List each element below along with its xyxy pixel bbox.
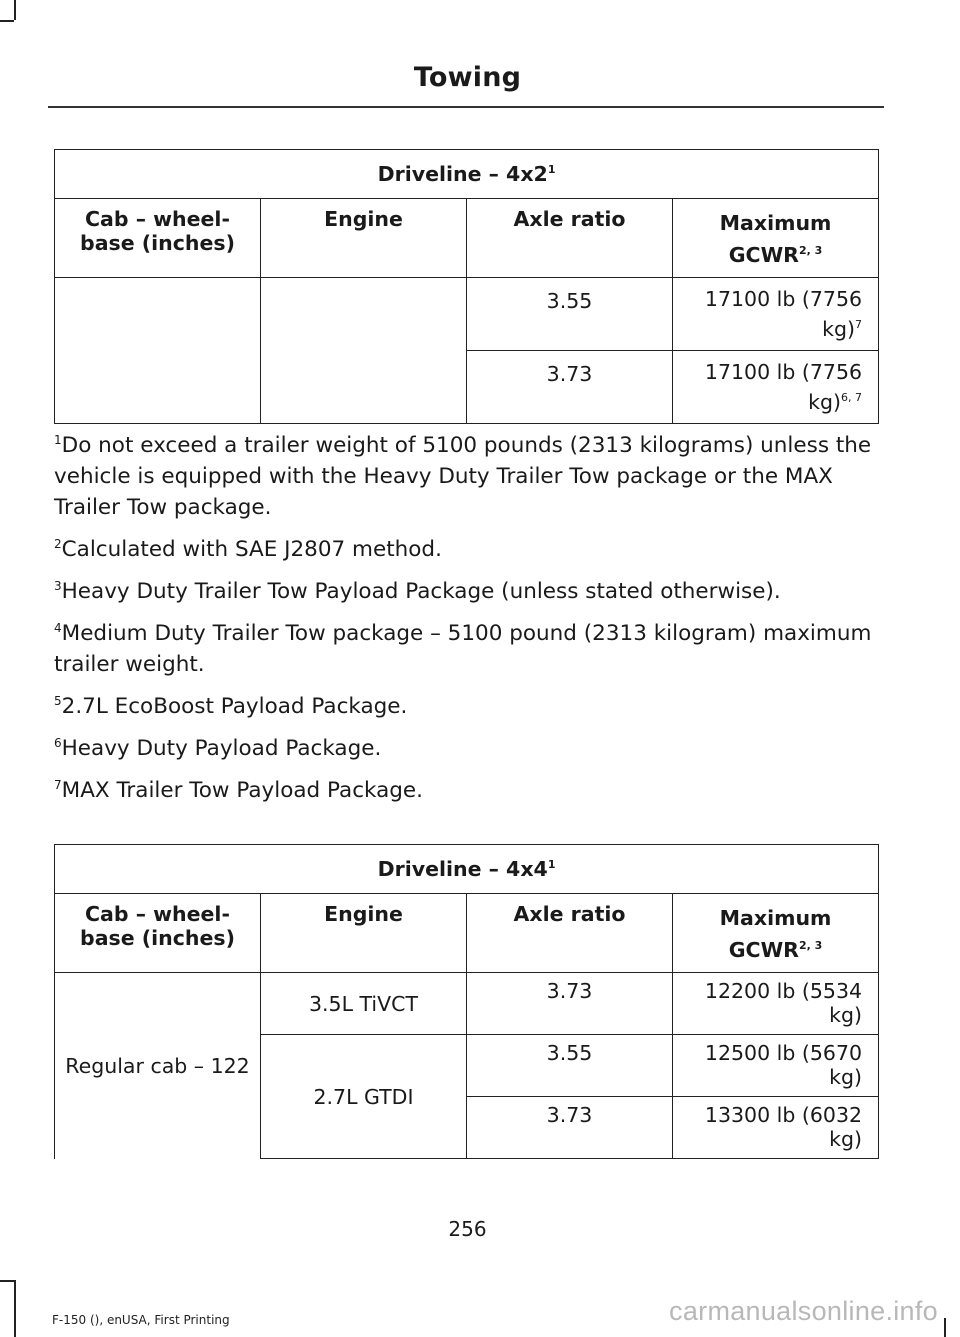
engine-cell: 3.5L TiVCT [261,973,467,1035]
column-header-cab: Cab – wheel-base (inches) [55,199,261,278]
cab-cell [55,278,261,424]
column-header-engine: Engine [261,894,467,973]
crop-mark [14,1280,16,1337]
column-header-engine: Engine [261,199,467,278]
driveline-4x4-table [54,844,879,1159]
crop-mark [0,20,14,22]
footnote: $^6$Heavy Duty Payload Package. [54,735,382,761]
gcwr-cell: 12200 lb (5534 kg) [673,973,879,1035]
axle-cell: 3.55 [467,1035,673,1097]
footnotes [54,430,884,817]
header-divider [48,106,884,108]
table-caption: Driveline – $4x2^1$ [55,150,879,199]
column-header-axle: Axle ratio [467,894,673,973]
axle-cell: 3.73 [467,351,673,424]
crop-mark [14,0,16,20]
cab-cell: Regular cab – 122 [55,973,261,1159]
footer-edition: F-150 (), enUSA, First Printing [52,1313,230,1327]
footnote: $^3$Heavy Duty Trailer Tow Payload Package (unless stated otherwise). [54,578,781,604]
column-header-axle: Axle ratio [467,199,673,278]
column-header-cab: Cab – wheel-base (inches) [55,894,261,973]
table-row [55,973,879,1035]
footnote: $^2$Calculated with SAE J2807 method. [54,536,442,562]
footnote: $^7$MAX Trailer Tow Payload Package. [54,777,423,803]
table-row [55,278,879,351]
crop-mark [944,1318,946,1337]
gcwr-cell: 12500 lb (5670 kg) [673,1035,879,1097]
footnote: $^1$Do not exceed a trailer weight of 5100 pounds (2313 kilograms) unless the vehicle is equipped with the Heavy Duty Trailer Tow package or the MAX Trailer Tow package. [54,432,872,520]
driveline-4x2-table [54,149,879,424]
crop-mark [0,1280,14,1282]
axle-cell: 3.55 [467,278,673,351]
column-header-gcwr: Maximum GCWR$^{2, 3}$ [673,894,879,973]
axle-cell: 3.73 [467,1097,673,1159]
footnote: $^5$2.7L EcoBoost Payload Package. [54,693,408,719]
watermark: carmanualsonline.info [669,1296,938,1326]
engine-cell [261,278,467,424]
gcwr-cell: 13300 lb (6032 kg) [673,1097,879,1159]
footnote: $^4$Medium Duty Trailer Tow package – 5100 pound (2313 kilogram) maximum trailer weight. [54,620,872,677]
page-number: 256 [448,1217,487,1241]
engine-cell: 2.7L GTDI [261,1035,467,1159]
column-header-gcwr: Maximum GCWR$^{2, 3}$ [673,199,879,278]
gcwr-cell: 17100 lb (7756 kg)$^7$ [673,278,879,351]
axle-cell: 3.73 [467,973,673,1035]
gcwr-cell: 17100 lb (7756 kg)$^{6, 7}$ [673,351,879,424]
table-caption: Driveline – $4x4^1$ [55,845,879,894]
section-title: Towing [413,62,522,93]
